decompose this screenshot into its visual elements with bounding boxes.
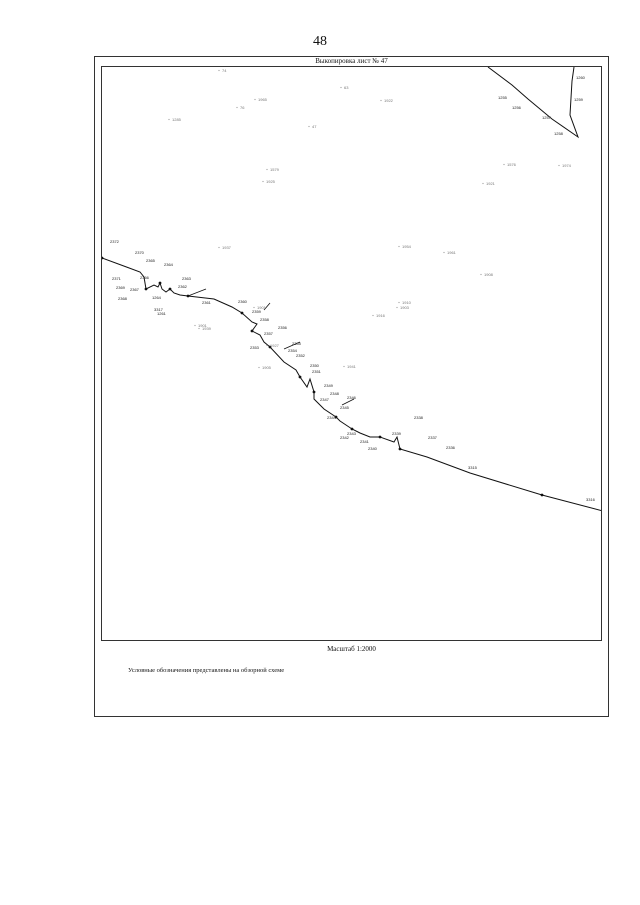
- boundary-point-label: 2351: [312, 369, 321, 374]
- boundary-point: [541, 494, 544, 497]
- map-scale: Масштаб 1:2000: [327, 645, 376, 653]
- boundary-point-label: 2361: [202, 300, 211, 305]
- scatter-point: [308, 126, 309, 127]
- boundary-point-label: 2356: [278, 325, 287, 330]
- boundary-line-northeast: [488, 67, 578, 137]
- boundary-tick: [188, 289, 206, 296]
- scatter-point-label: 1921: [486, 181, 495, 186]
- boundary-point-label: 2360: [238, 299, 247, 304]
- boundary-point-label: 2348: [330, 391, 339, 396]
- boundary-point-label: 2342: [340, 435, 349, 440]
- boundary-point-label: 2347: [320, 397, 329, 402]
- boundary-point-label: 2363: [182, 276, 191, 281]
- boundary-point-label: 2367: [130, 287, 139, 292]
- boundary-point-label: 2336: [446, 445, 455, 450]
- boundary-point-label: 1261: [157, 311, 166, 316]
- scatter-point: [372, 315, 373, 316]
- boundary-point: [241, 312, 244, 315]
- scatter-labels: [168, 68, 571, 370]
- scatter-point-label: 1965: [258, 97, 267, 102]
- boundary-labels: [110, 75, 596, 502]
- boundary-point-label: 1264: [152, 295, 161, 300]
- boundary-point-label: 2337: [428, 435, 437, 440]
- scatter-point-label: 1961: [447, 250, 456, 255]
- scatter-point: [482, 183, 483, 184]
- boundary-point-label: 1260: [576, 75, 585, 80]
- scatter-point: [236, 107, 237, 108]
- boundary-point-label: 2352: [296, 353, 305, 358]
- scatter-point-label: 1937: [222, 245, 231, 250]
- boundary-point-label: 2340: [368, 446, 377, 451]
- scatter-point-label: 76: [240, 105, 245, 110]
- boundary-point-label: 2368: [118, 296, 127, 301]
- map-area: [101, 66, 602, 641]
- boundary-point-label: 2359: [252, 309, 261, 314]
- scatter-point: [198, 328, 199, 329]
- boundary-point-label: 1256: [512, 105, 521, 110]
- boundary-point-label: 3315: [468, 465, 477, 470]
- boundary-points: [102, 257, 543, 497]
- scatter-point-label: 47: [312, 124, 317, 129]
- scatter-point-label: 74: [222, 68, 227, 73]
- scatter-point-label: 1901: [257, 305, 266, 310]
- boundary-point-label: 2372: [110, 239, 119, 244]
- boundary-point-label: 2370: [135, 250, 144, 255]
- scatter-point-label: 1927: [270, 343, 279, 348]
- boundary-point-label: 2357: [264, 331, 273, 336]
- scatter-point: [168, 119, 169, 120]
- boundary-point-label: 2358: [260, 317, 269, 322]
- boundary-point-label: 2344: [327, 415, 336, 420]
- scatter-point: [443, 252, 444, 253]
- scatter-point-label: 1901: [198, 323, 207, 328]
- boundary-point: [251, 330, 254, 333]
- scatter-point-label: 1579: [270, 167, 279, 172]
- boundary-point: [351, 428, 354, 431]
- boundary-point-label: 2365: [146, 258, 155, 263]
- scatter-point: [558, 165, 559, 166]
- scatter-point: [254, 99, 255, 100]
- boundary-line-main: [102, 258, 602, 511]
- scatter-point-label: 1974: [562, 163, 571, 168]
- boundary-point-label: 2353: [250, 345, 259, 350]
- boundary-point-label: 2354: [288, 348, 297, 353]
- boundary-point-label: 2338: [414, 415, 423, 420]
- scatter-point-label: 1285: [172, 117, 181, 122]
- boundary-point: [399, 448, 402, 451]
- scatter-point-label: 1576: [507, 162, 516, 167]
- boundary-point-label: 3316: [586, 497, 595, 502]
- boundary-point-label: 2346: [347, 395, 356, 400]
- scatter-point-label: 1922: [384, 98, 393, 103]
- boundary-point: [145, 288, 148, 291]
- boundary-point: [169, 288, 172, 291]
- map-drawing: [102, 67, 602, 641]
- boundary-point-label: 2371: [112, 276, 121, 281]
- boundary-point: [159, 282, 162, 285]
- scatter-point: [262, 181, 263, 182]
- scatter-point: [398, 302, 399, 303]
- boundary-point-label: 2355: [292, 341, 301, 346]
- scatter-point: [343, 366, 344, 367]
- scatter-point-label: 63: [344, 85, 349, 90]
- boundary-point-label: 1258: [554, 131, 563, 136]
- boundary-point: [102, 257, 103, 260]
- scatter-point-label: 1903: [400, 305, 409, 310]
- boundary-point-label: 2366: [140, 275, 149, 280]
- boundary-point-label: 2362: [178, 284, 187, 289]
- scatter-point: [194, 325, 195, 326]
- boundary-point-label: 3317: [154, 307, 163, 312]
- boundary-point-label: 2345: [340, 405, 349, 410]
- boundary-point-label: 2349: [324, 383, 333, 388]
- boundary-point-label: 2339: [392, 431, 401, 436]
- boundary-point-label: 2350: [310, 363, 319, 368]
- scatter-point: [398, 246, 399, 247]
- scatter-point-label: 1916: [376, 313, 385, 318]
- boundary-point: [299, 376, 302, 379]
- boundary-point-label: 1259: [574, 97, 583, 102]
- boundary-point: [187, 295, 190, 298]
- boundary-point: [379, 436, 382, 439]
- boundary-point: [313, 391, 316, 394]
- boundary-point-label: 1255: [498, 95, 507, 100]
- scatter-point: [380, 100, 381, 101]
- scatter-point: [253, 307, 254, 308]
- scatter-point-label: 1910: [402, 300, 411, 305]
- scatter-point-label: 1939: [202, 326, 211, 331]
- scatter-point: [266, 345, 267, 346]
- scatter-point: [480, 274, 481, 275]
- boundary-point-label: 2369: [116, 285, 125, 290]
- boundary-point-label: 2341: [360, 439, 369, 444]
- scatter-point: [218, 247, 219, 248]
- boundary-point-label: 2364: [164, 262, 173, 267]
- scatter-point: [218, 70, 219, 71]
- scatter-point-label: 1925: [266, 179, 275, 184]
- scatter-point: [266, 169, 267, 170]
- legend-note: Условные обозначения представлены на обзорной схеме: [128, 667, 285, 674]
- sheet-title: Выкопировка лист № 47: [315, 57, 388, 65]
- scatter-point: [340, 87, 341, 88]
- scatter-point-label: 1905: [262, 365, 271, 370]
- boundary-point-label: 1257: [542, 115, 551, 120]
- scatter-point-label: 1941: [347, 364, 356, 369]
- scatter-point-label: 1908: [484, 272, 493, 277]
- boundary-point-label: 2343: [347, 431, 356, 436]
- scatter-point: [396, 307, 397, 308]
- scatter-point-label: 1954: [402, 244, 411, 249]
- page-number: 48: [313, 34, 327, 49]
- scatter-point: [503, 164, 504, 165]
- scatter-point: [258, 367, 259, 368]
